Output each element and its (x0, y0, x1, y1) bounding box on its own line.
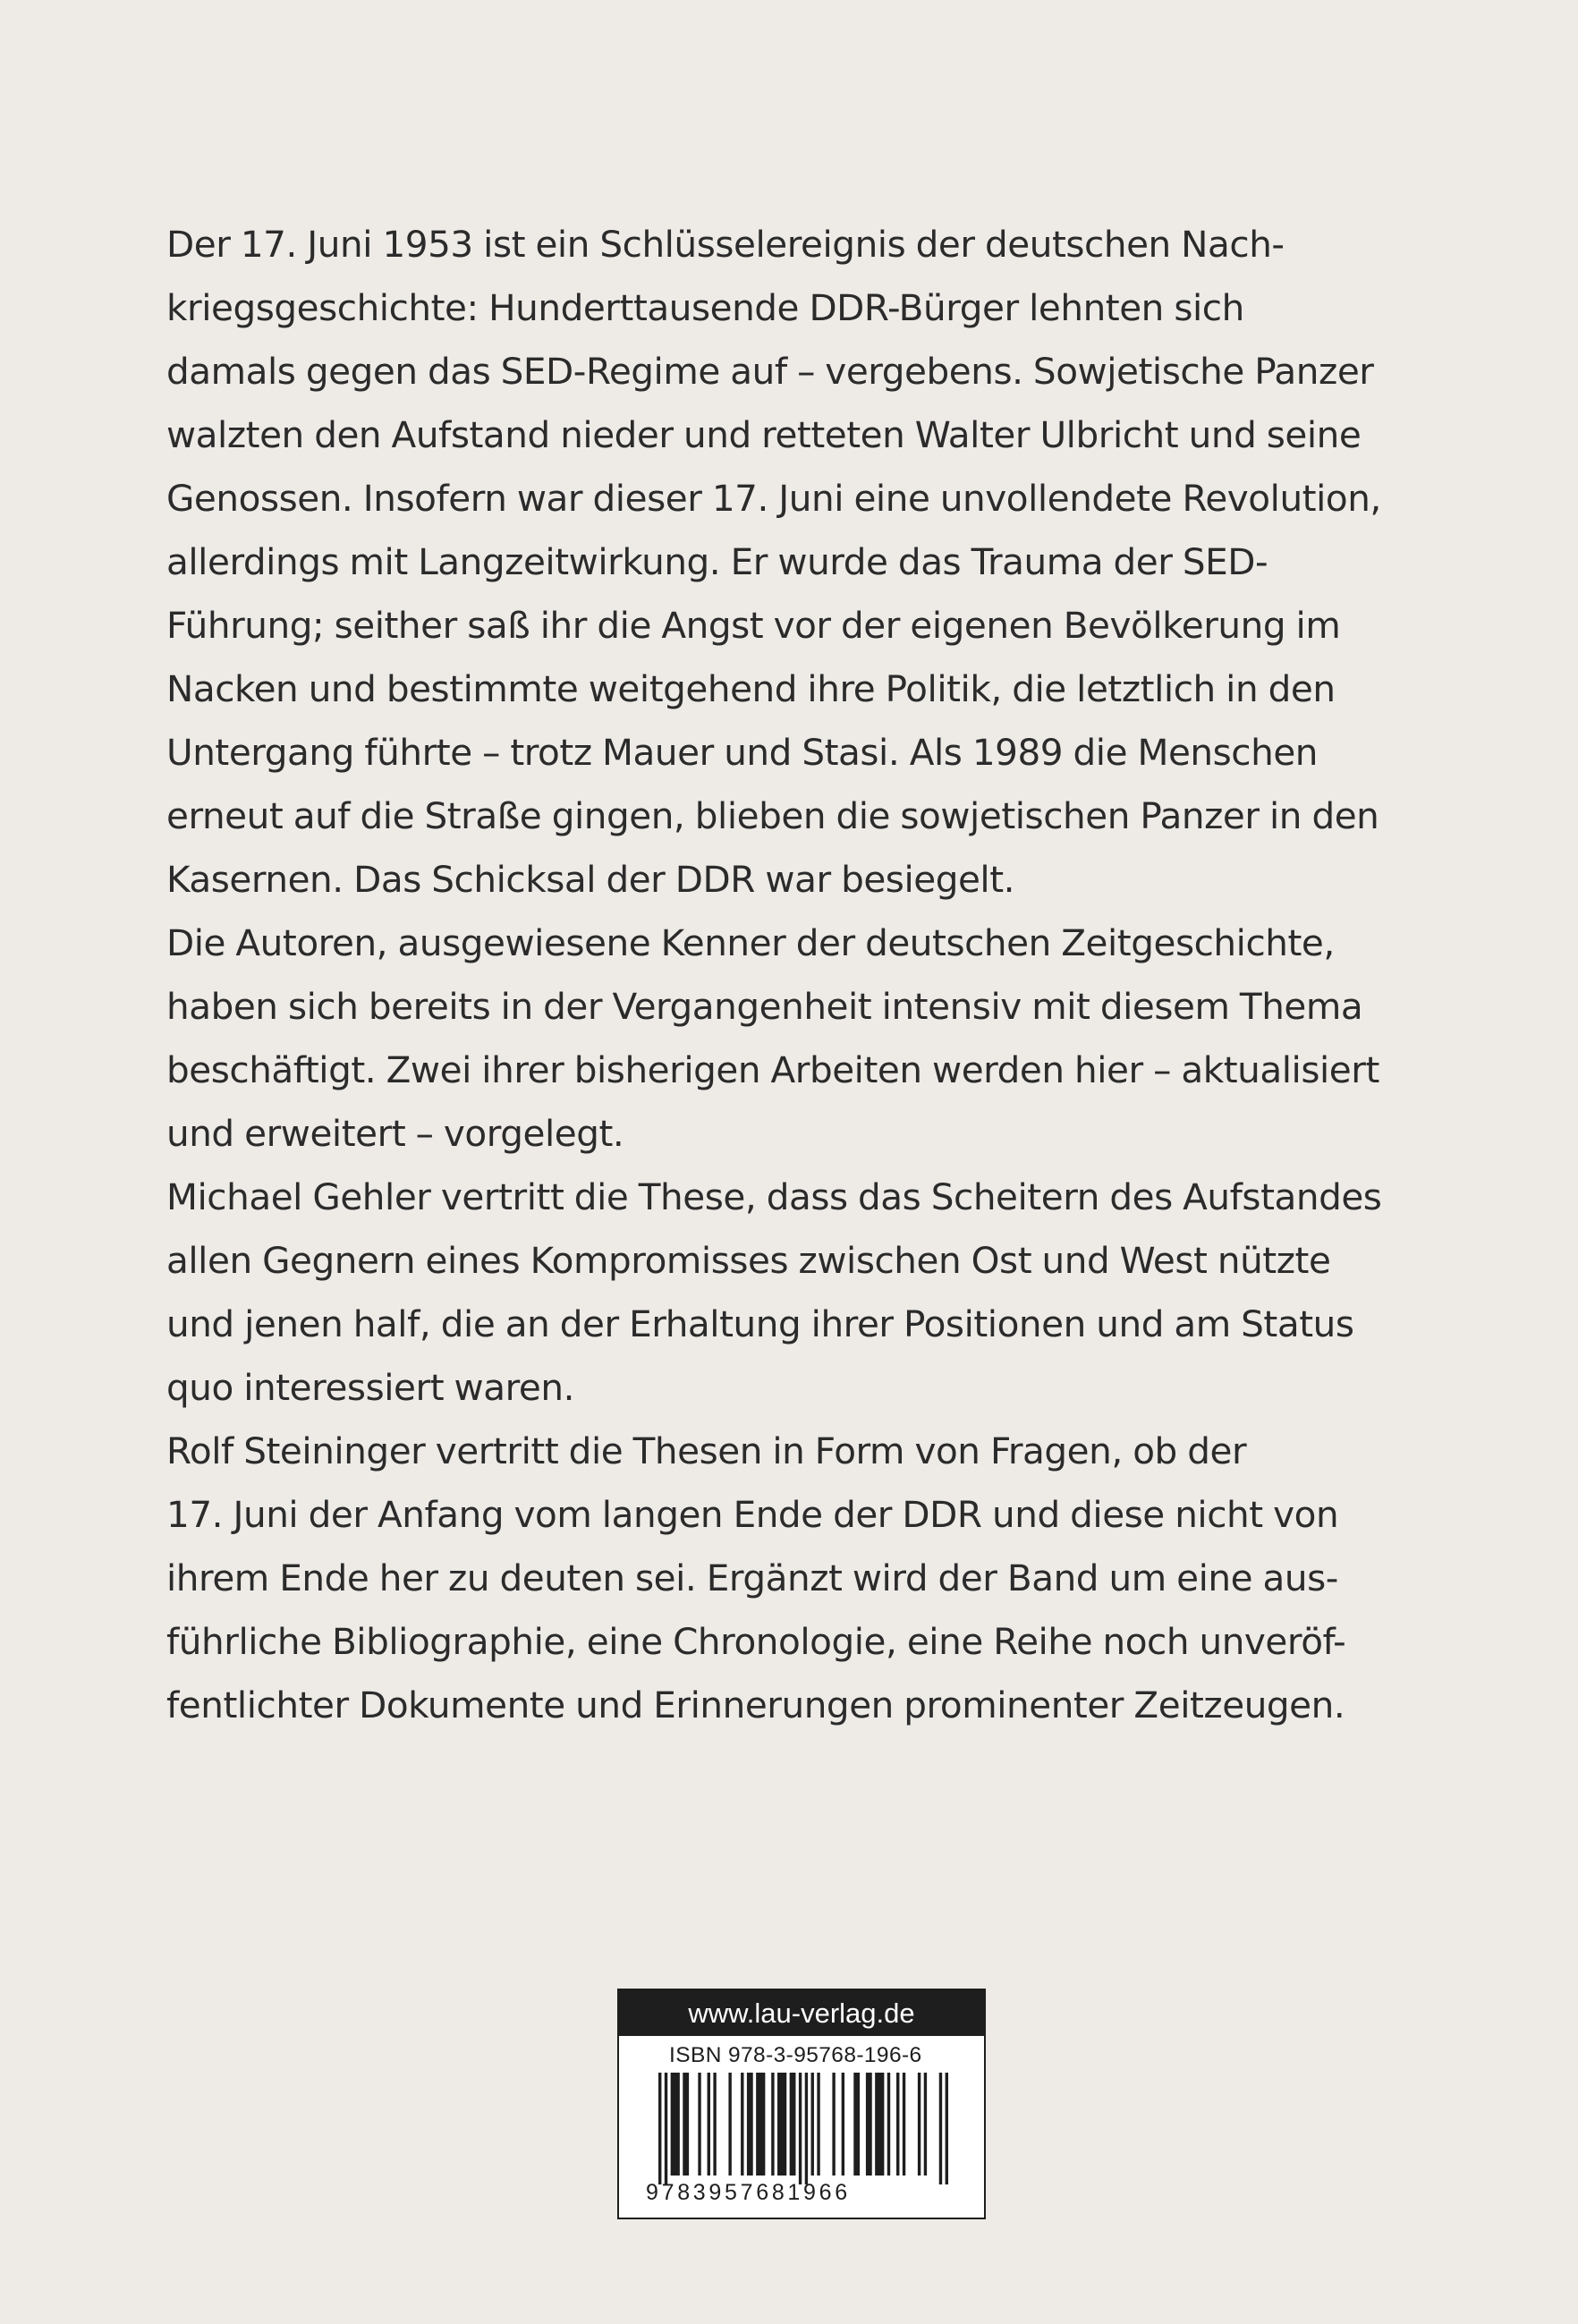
blurb-line: beschäftigt. Zwei ihrer bisherigen Arbeiten werden hier – aktualisiert (166, 1048, 1379, 1091)
barcode-bar (698, 2073, 700, 2176)
barcode-guard-bar (799, 2073, 802, 2184)
barcode-bar (713, 2073, 716, 2176)
barcode-bar (817, 2073, 819, 2176)
blurb-line: walzten den Aufstand nieder und retteten Walter Ulbricht und seine (166, 413, 1362, 456)
barcode-bar (903, 2073, 905, 2176)
barcode-bar (747, 2073, 753, 2176)
blurb-line: Der 17. Juni 1953 ist ein Schlüsselereignis der deutschen Nach- (166, 223, 1285, 266)
blurb-line: Genossen. Insofern war dieser 17. Juni eine unvollendete Revolution, (166, 477, 1381, 520)
barcode-bars (658, 2073, 948, 2184)
barcode-bar (832, 2073, 835, 2176)
barcode-guard-bar (805, 2073, 808, 2184)
blurb-line: kriegsgeschichte: Hunderttausende DDR-Bürger lehnten sich (166, 286, 1244, 329)
barcode-bar (777, 2073, 786, 2176)
barcode-guard-bar (665, 2073, 667, 2184)
isbn-label: ISBN 978-3-95768-196-6 (669, 2043, 922, 2067)
blurb-line: fentlichter Dokumente und Erinnerungen prominenter Zeitzeugen. (166, 1684, 1345, 1726)
barcode-bar (756, 2073, 765, 2176)
barcode-bar (887, 2073, 890, 2176)
barcode-bar (811, 2073, 814, 2176)
blurb-line: Rolf Steininger vertritt die Thesen in Form von Fragen, ob der (166, 1429, 1247, 1472)
publisher-url: www.lau-verlag.de (619, 1990, 984, 2036)
blurb-line: Untergang führte – trotz Mauer und Stasi. Als 1989 die Menschen (166, 731, 1319, 774)
blurb-line: haben sich bereits in der Vergangenheit intensiv mit diesem Thema (166, 985, 1363, 1028)
barcode-guard-bar (946, 2073, 948, 2184)
blurb-line: führliche Bibliographie, eine Chronologie, eine Reihe noch unveröf- (166, 1620, 1346, 1663)
barcode-guard-bar (658, 2073, 661, 2184)
blurb-line: allen Gegnern eines Kompromisses zwischen Ost und West nützte (166, 1239, 1331, 1282)
barcode-bar (728, 2073, 731, 2176)
back-cover-blurb (166, 213, 1463, 1737)
barcode-bar (866, 2073, 872, 2176)
blurb-line: Nacken und bestimmte weitgehend ihre Politik, die letztlich in den (166, 667, 1336, 710)
barcode-bar (875, 2073, 884, 2176)
blurb-line: Kasernen. Das Schicksal der DDR war besiegelt. (166, 858, 1015, 901)
blurb-line: allerdings mit Langzeitwirkung. Er wurde das Trauma der SED- (166, 540, 1268, 583)
barcode-bar (708, 2073, 710, 2176)
blurb-line: Führung; seither saß ihr die Angst vor der eigenen Bevölkerung im (166, 604, 1341, 647)
blurb-line: und jenen half, die an der Erhaltung ihrer Positionen und am Status (166, 1302, 1354, 1345)
blurb-line: quo interessiert waren. (166, 1366, 575, 1409)
blurb-line: ihrem Ende her zu deuten sei. Ergänzt wird der Band um eine aus- (166, 1556, 1338, 1599)
blurb-line: 17. Juni der Anfang vom langen Ende der DDR und diese nicht von (166, 1493, 1339, 1536)
barcode-bar (853, 2073, 860, 2176)
barcode-bar (924, 2073, 927, 2176)
barcode-bar (896, 2073, 899, 2176)
barcode-bar (771, 2073, 774, 2176)
blurb-line: Die Autoren, ausgewiesene Kenner der deutschen Zeitgeschichte, (166, 921, 1335, 964)
blurb-line: und erweitert – vorgelegt. (166, 1112, 624, 1155)
barcode-bar (683, 2073, 689, 2176)
blurb-line: erneut auf die Straße gingen, blieben die sowjetischen Panzer in den (166, 794, 1379, 837)
barcode-digits: 9783957681966 (646, 2180, 851, 2205)
barcode-bar (842, 2073, 844, 2176)
blurb-line: damals gegen das SED-Regime auf – vergebens. Sowjetische Panzer (166, 350, 1374, 393)
barcode-bar (790, 2073, 796, 2176)
barcode-guard-bar (939, 2073, 942, 2184)
barcode-bar (741, 2073, 743, 2176)
isbn-barcode-box (617, 1989, 986, 2219)
blurb-line: Michael Gehler vertritt die These, dass das Scheitern des Aufstandes (166, 1175, 1382, 1218)
barcode-bar (918, 2073, 920, 2176)
barcode-bar (671, 2073, 680, 2176)
